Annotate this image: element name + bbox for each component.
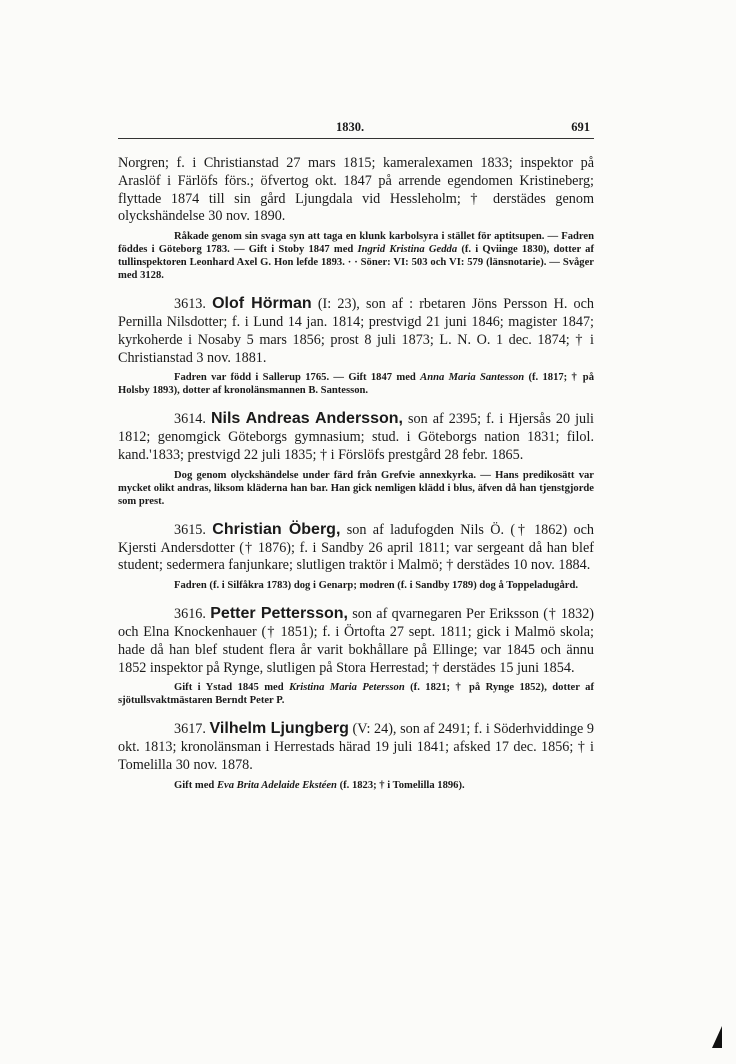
corner-triangle-mark	[712, 1026, 722, 1048]
biography-entry-3613	[118, 295, 594, 397]
spouse-name: Eva Brita Adelaide Ekstéen	[216, 779, 337, 791]
entry-number: 3616.	[174, 606, 206, 623]
entry-text: 3616. Petter Pettersson, son af qvarnegaren Per Eriksson († 1832) och Elna Knockenhauer († 1851); f. i Örtofta 27 sept. 1811; gick i Malmö skola; hade då han blef student flera år varit bokhållare på Ellinge; var 1845 och ännu 1852 inspektor på Rynge, slutligen på Stora Herrestad; † derstädes 15 juni 1854.	[118, 605, 595, 676]
entry-name: Vilhelm Ljungberg	[209, 720, 349, 738]
header-year: 1830.	[336, 120, 365, 134]
running-header	[118, 118, 594, 139]
spouse-name: Anna Maria Santesson	[420, 372, 525, 384]
entry-note: Gift med Eva Brita Adelaide Ekstéen (f. 1823; † i Tomelilla 1896).	[174, 779, 465, 791]
continued-entry	[118, 155, 594, 282]
biography-entry-3614	[118, 410, 594, 507]
entry-name: Christian Öberg,	[212, 520, 341, 538]
entry-number: 3614.	[174, 411, 206, 428]
biography-entry-3616	[118, 605, 594, 707]
entry-name: Petter Pettersson,	[210, 605, 348, 623]
entry-note: Råkade genom sin svaga syn att taga en klunk karbolsyra i stället för aptitsupen. — Fadren föddes i Göteborg 1783. — Gift i Stoby 1847 med Ingrid Kristina Gedda (f. i Qviinge 1830), dotter af tullinspektoren Leonhard Axel G. Hon lefde 1893. · · Söner: VI: 503 och VI: 579 (länsnotarie). — Svåger med 3128.	[118, 231, 594, 282]
biography-entry-3615	[118, 521, 594, 592]
entry-note: Gift i Ystad 1845 med Kristina Maria Petersson (f. 1821; † på Rynge 1852), dotter af sjötullsvaktmästaren Berndt Peter P.	[118, 682, 594, 707]
entry-name: Nils Andreas Andersson,	[210, 410, 403, 428]
entry-number: 3613.	[174, 296, 206, 313]
entry-note: Dog genom olyckshändelse under färd från Grefvie annexkyrka. — Hans predikosätt var mycket olikt andras, liksom kläderna han bar. Han gick nemligen klädd i blus, äfven då han tjenstgjorde som prest.	[118, 469, 594, 507]
entry-number: 3617.	[174, 721, 206, 738]
page-content	[118, 155, 594, 792]
entry-note: Fadren var född i Sallerup 1765. — Gift 1847 med Anna Maria Santesson (f. 1817; † på Holsby 1893), dotter af kronolänsmannen B. Santesson.	[118, 372, 594, 397]
entry-number: 3615.	[174, 521, 206, 538]
entry-text: 3613. Olof Hörman (I: 23), son af : rbetaren Jöns Persson H. och Pernilla Nilsdotter; f. i Lund 14 jan. 1814; prestvigd 21 juni 1846; magister 1847; kyrkoherde i Nosaby 5 mars 1856; prost 8 juli 1873; L. N. O. 1 dec. 1874; † i Christianstad 3 nov. 1881.	[118, 295, 595, 366]
spouse-name: Kristina Maria Petersson	[289, 682, 405, 694]
entry-note: Fadren (f. i Silfåkra 1783) dog i Genarp; modren (f. i Sandby 1789) dog å Toppeladugård.	[174, 580, 578, 592]
entry-text: 3615. Christian Öberg, son af ladufogden Nils Ö. († 1862) och Kjersti Andersdotter († 1876); f. i Sandby 26 april 1811; var sergeant då han blef student; sedermera fanjunkare; slutligen traktör i Malmö; † derstädes 10 nov. 1884.	[118, 520, 595, 574]
entry-text: 3617. Vilhelm Ljungberg (V: 24), son af 2491; f. i Söderhviddinge 9 okt. 1813; kronolänsman i Herrestads härad 19 juli 1841; afsked 17 dec. 1856; † i Tomelilla 30 nov. 1878.	[118, 720, 595, 773]
spouse-name: Ingrid Kristina Gedda	[357, 244, 458, 256]
entry-text: Norgren; f. i Christianstad 27 mars 1815; kameralexamen 1833; inspektor på Araslöf i Färlöfs förs.; öfvertog okt. 1847 på arrende egendomen Kristineberg; flyttade 1874 till sin gård Ljungdala vid Hessleholm; † derstädes genom olyckshändelse 30 nov. 1890.	[118, 155, 594, 225]
page-number: 691	[571, 120, 590, 134]
biography-entry-3617	[118, 720, 594, 791]
entry-text: 3614. Nils Andreas Andersson, son af 2395; f. i Hjersås 20 juli 1812; genomgick Göteborgs gymnasium; stud. i Göteborgs nation 1831; filol. kand.'1833; prestvigd 22 juli 1835; † i Förslöfs prestgård 28 febr. 1865.	[118, 410, 594, 463]
entry-name: Olof Hörman	[212, 295, 312, 313]
page-column	[118, 118, 594, 792]
